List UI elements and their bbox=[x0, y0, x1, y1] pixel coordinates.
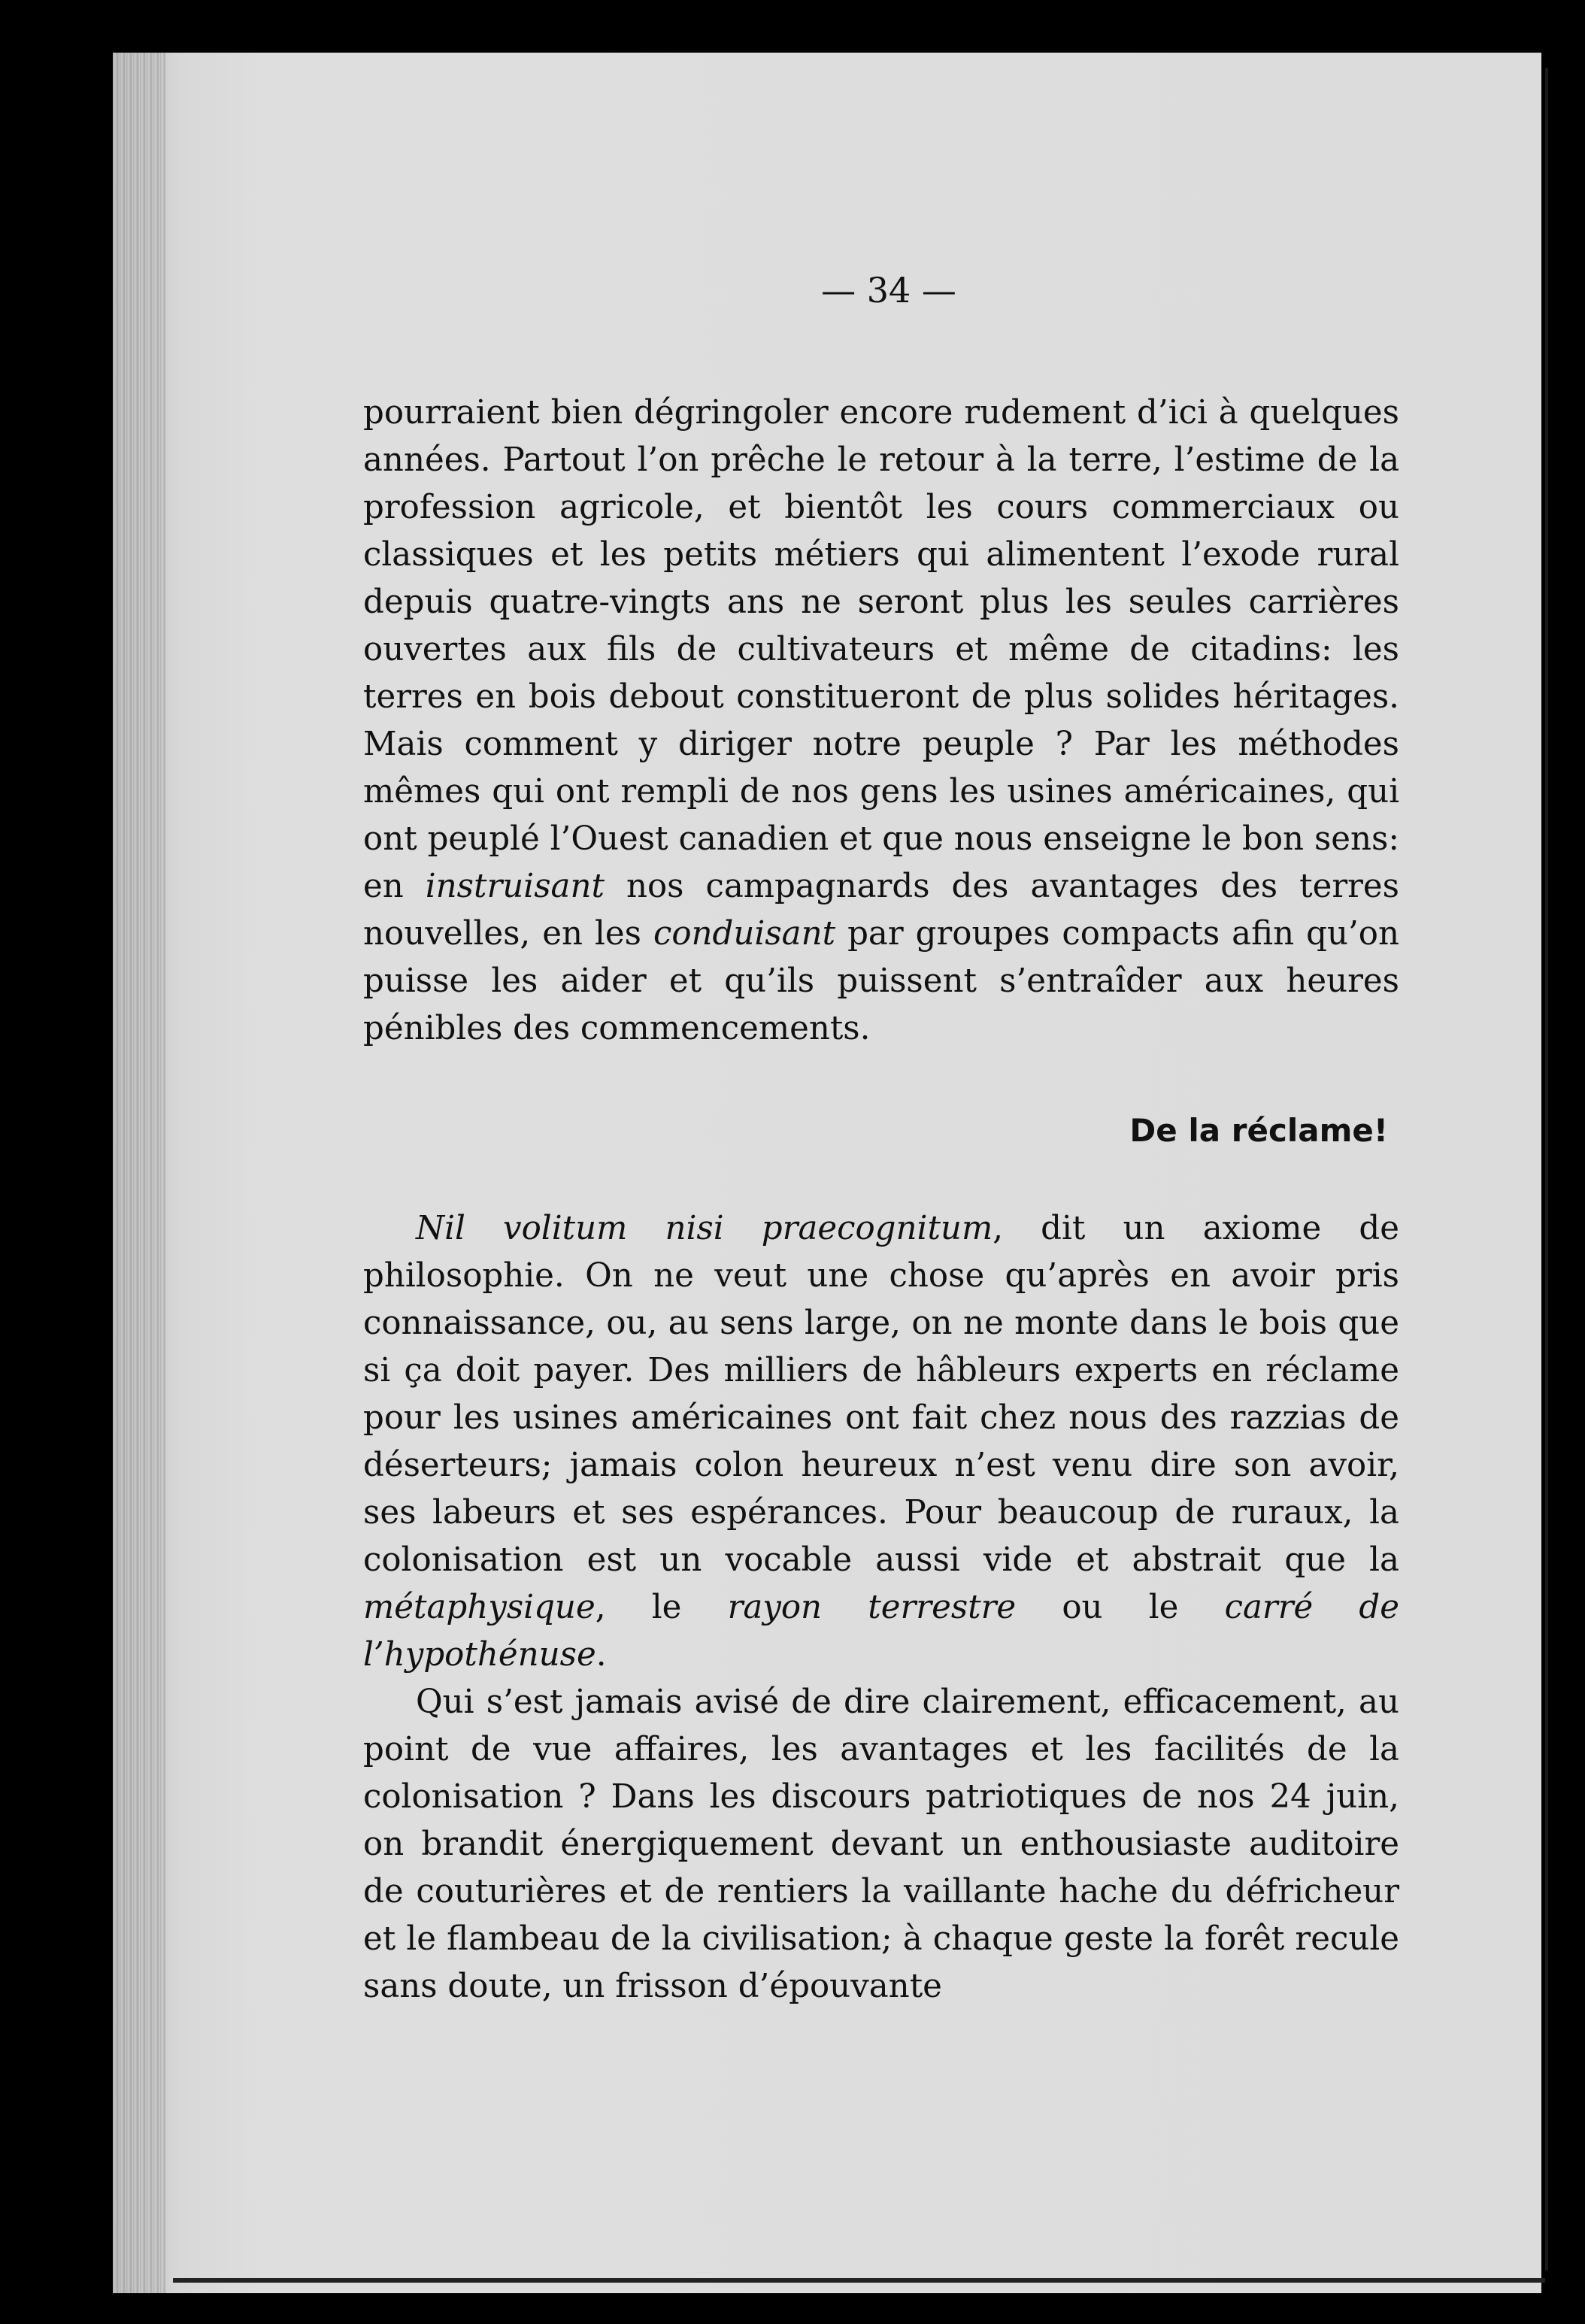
page-bottom-border bbox=[173, 2278, 1545, 2283]
paragraph-1-seg-a: en bbox=[363, 868, 426, 905]
paragraph-2-seg-b: , le bbox=[595, 1589, 728, 1626]
paragraph-3: Qui s’est jamais avisé de dire clairement, efficacement, au point de vue affaires, les avantages et les facilités de la colonisation ? Dans les discours patriotiques de nos 24 juin, on brandit énergiquement devant un enthousiaste auditoire de couturières et de rentiers la vaillante hache du défricheur et le flambeau de la civilisation; à chaque geste la forêt recule sans doute, un frisson d’épouvante bbox=[363, 1683, 1399, 2005]
page-text-block bbox=[363, 267, 1399, 2010]
paragraph-1-text: pourraient bien dégringoler encore rudement d’ici à quelques années. Partout l’on prêche le retour à la terre, l’estime de la profession agricole, et bientôt les cours commerciaux ou classiques et les petits métiers qui alimentent l’exode rural depuis quatre-vingts ans ne seront plus les seules carrières ouvertes aux fils de cultivateurs et même de citadins: les terres en bois debout constitueront de plus solides héritages. Mais comment y diriger notre peuple ? Par les méthodes mêmes qui ont rempli de nos gens les usines américaines, qui ont peuplé l’Ouest canadien et que nous enseigne le bon sens: bbox=[363, 394, 1399, 858]
section-heading: De la réclame! bbox=[1129, 1112, 1388, 1149]
paragraph-1-seg-b: nos campagnards des avantages des terres nouvelles, en les bbox=[363, 868, 1399, 953]
emphasis-metaphysique: métaphysique bbox=[363, 1589, 596, 1626]
page-right-border bbox=[1545, 68, 1548, 2271]
paragraph-2-seg-a: , dit un axiome de philosophie. On ne veut une chose qu’après en avoir pris connaissance, ou, au sens large, on ne monte dans le bois que si ça doit payer. Des milliers de hâbleurs experts en réclame pour les usines américaines ont fait chez nous des razzias de déserteurs; jamais colon heureux n’est venu dire son avoir, ses labeurs et ses espérances. Pour beaucoup de ruraux, la colonisation est un vocable aussi vide et abstrait que la bbox=[363, 1210, 1399, 1579]
paragraph-2-seg-c: ou le bbox=[1016, 1589, 1225, 1626]
emphasis-latin-axiom: Nil volitum nisi praecognitum bbox=[416, 1210, 993, 1247]
emphasis-rayon-terrestre: rayon terrestre bbox=[727, 1589, 1017, 1626]
emphasis-instruisant: instruisant bbox=[425, 868, 605, 905]
emphasis-conduisant: conduisant bbox=[653, 915, 836, 953]
paragraph-2-seg-d: . bbox=[596, 1636, 607, 1674]
page-number: — 34 — bbox=[821, 270, 956, 311]
paragraph-2 bbox=[363, 1205, 1399, 1679]
page-spine-edge bbox=[113, 53, 165, 2293]
emphasis-carre-hypothenuse: carré de l’hypothénuse bbox=[363, 1589, 1400, 1674]
paragraph-1 bbox=[363, 389, 1399, 1053]
paragraph-1-seg-c: par groupes compacts afin qu’on puisse les aider et qu’ils puissent s’entraîder aux heures pénibles des commencements. bbox=[363, 915, 1399, 1047]
